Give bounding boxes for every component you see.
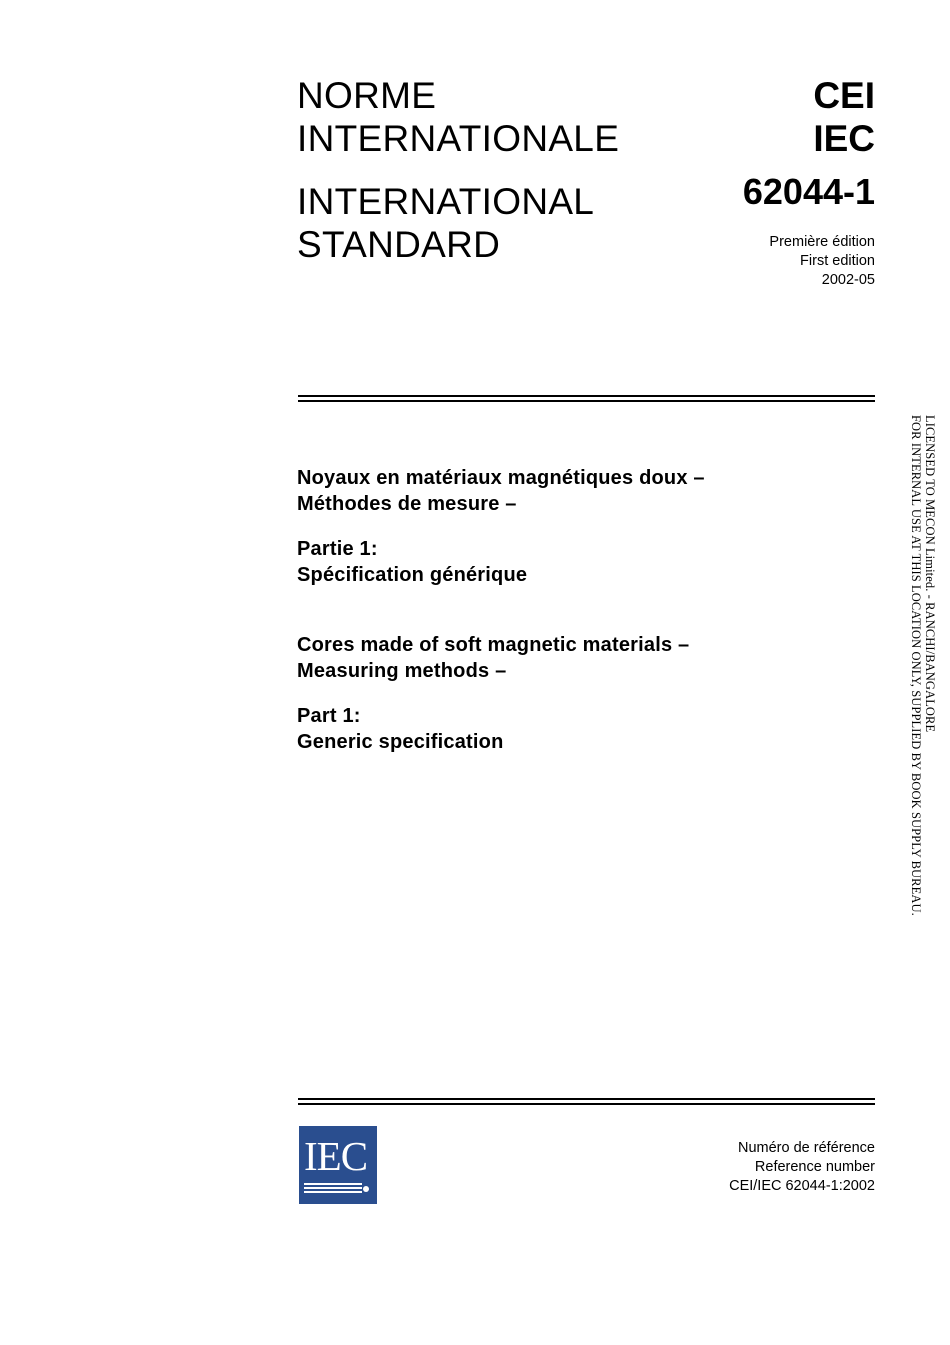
logo-stripe [304,1187,362,1189]
logo-stripe [304,1191,362,1193]
iec-logo-text: IEC [304,1133,368,1179]
subject-fr-title-line1: Noyaux en matériaux magnétiques doux – [297,467,705,489]
subject-en-title-line2: Measuring methods – [297,660,507,682]
licence-line2: FOR INTERNAL USE AT THIS LOCATION ONLY, SUPPLIED BY BOOK SUPPLY BUREAU. [909,415,923,916]
iec-logo [299,1126,377,1204]
subject-en-part-line2: Generic specification [297,731,504,753]
reference-number: CEI/IEC 62044-1:2002 [729,1178,875,1194]
subject-fr-part-line1: Partie 1: [297,538,378,560]
subject-en-title-line1: Cores made of soft magnetic materials – [297,634,690,656]
code-cei: CEI [813,75,875,116]
edition-date: 2002-05 [821,272,875,288]
standard-number: 62044-1 [742,171,875,212]
code-iec: IEC [813,118,875,159]
bottom-divider [298,1098,875,1105]
edition-en: First edition [800,253,875,269]
licence-notice [909,415,937,916]
edition-fr: Première édition [769,234,875,250]
top-divider [298,395,875,402]
subject-fr-title-line2: Méthodes de mesure – [297,493,517,515]
title-en-line2: STANDARD [297,224,501,265]
title-fr-line1: NORME [297,75,437,116]
title-en-line1: INTERNATIONAL [297,181,595,222]
reference-label-fr: Numéro de référence [737,1140,875,1156]
subject-en-part-line1: Part 1: [297,705,361,727]
title-fr-line2: INTERNATIONALE [297,118,620,159]
logo-dot [363,1186,369,1192]
reference-label-en: Reference number [754,1159,875,1175]
subject-fr-part-line2: Spécification générique [297,564,528,586]
logo-stripe [304,1183,362,1185]
licence-line1: LICENSED TO MECON Limited. - RANCHI/BANGALORE [923,415,937,733]
